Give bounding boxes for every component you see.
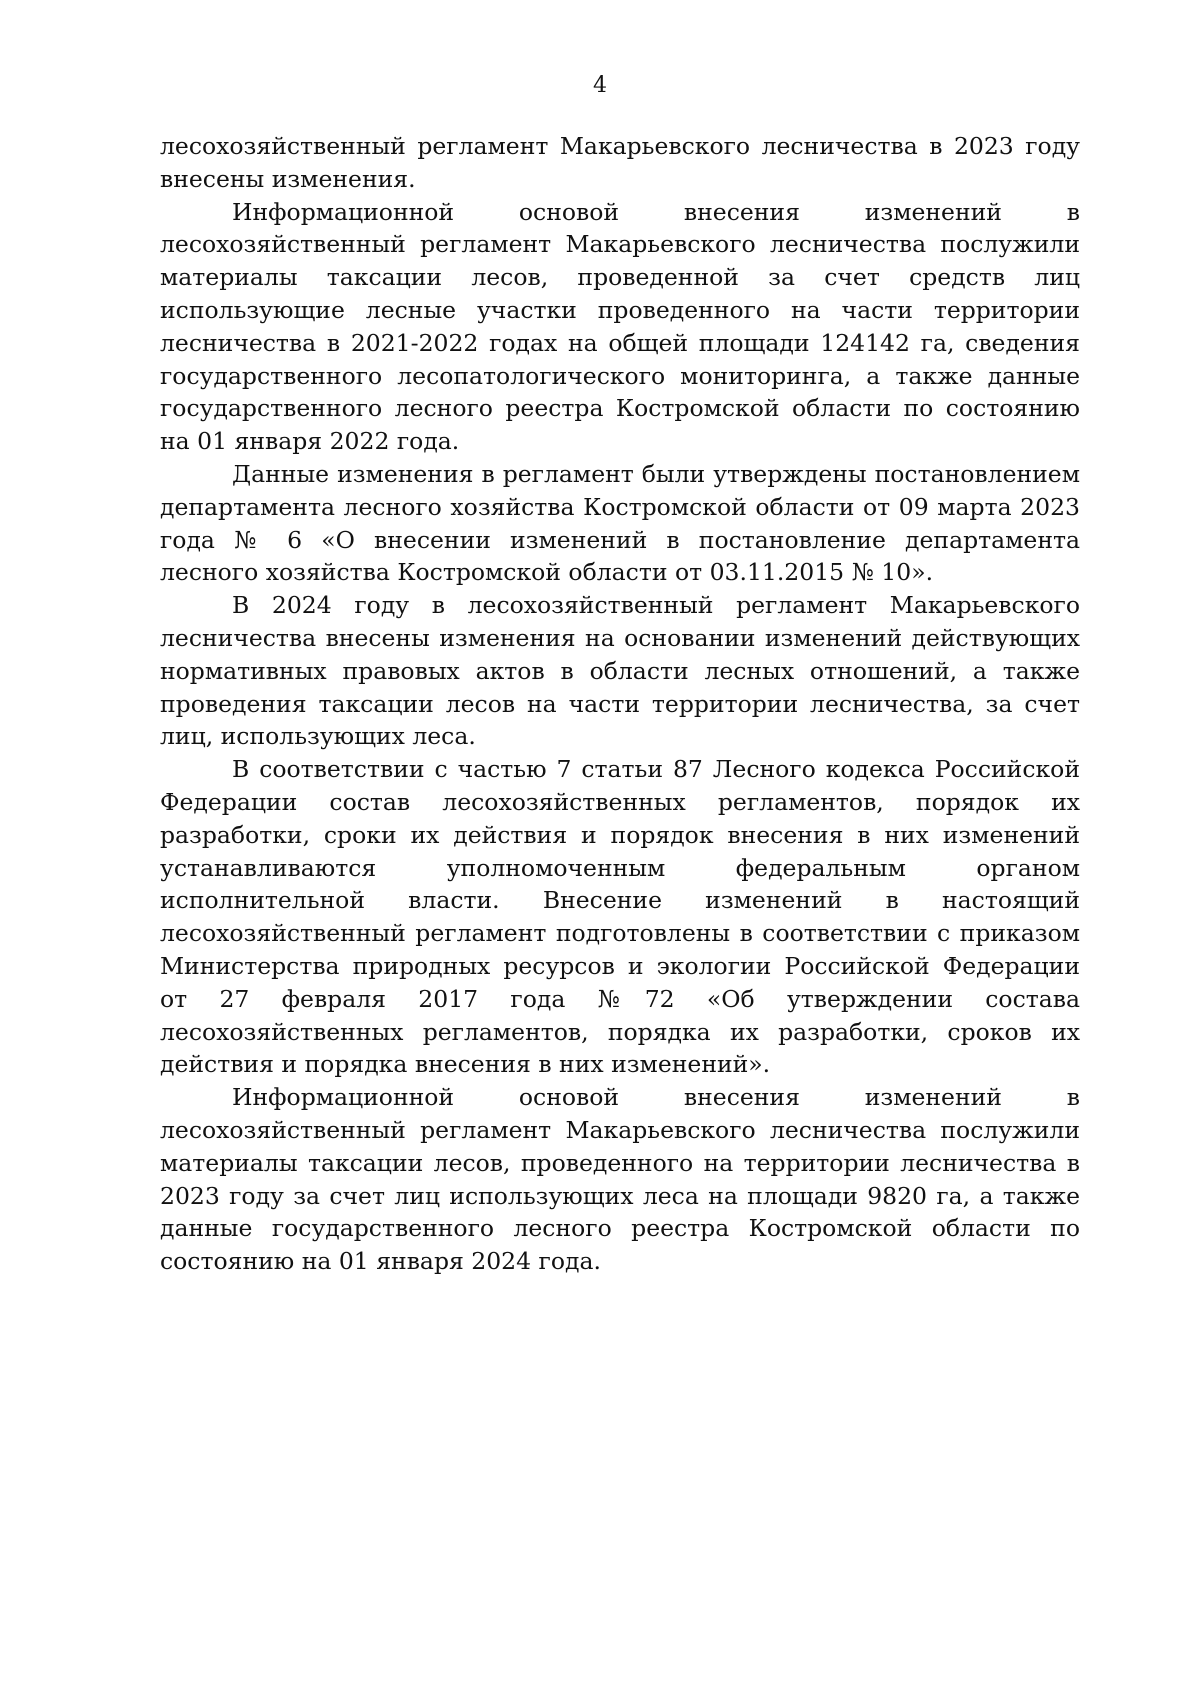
- paragraph-forest-code-reference: В соответствии с частью 7 статьи 87 Лесного кодекса Российской Федерации состав лесохозяйственных регламентов, порядок их разработки, сроки их действия и порядок внесения в них изменений устанавливаются уполномоченным федеральным органом исполнительной власти. Внесение изменений в настоящий лесохозяйственный регламент подготовлены в соответствии с приказом Министерства природных ресурсов и экологии Российской Федерации от 27 февраля 2017 года №72 «Об утверждении состава лесохозяйственных регламентов, порядка их разработки, сроков их действия и порядка внесения в них изменений».: [160, 755, 1080, 1079]
- page-number: 4: [593, 73, 607, 98]
- paragraph-information-basis-2022: Информационной основой внесения изменений в лесохозяйственный регламент Макарьевского лесничества послужили материалы таксации лесов, проведенной за счет средств лиц использующие лесные участки проведенного на части территории лесничества в 2021-2022 годах на общей площади 124142 га, сведения государственного лесопатологического мониторинга, а также данные государственного лесного реестра Костромской области по состоянию на 01 января 2022 года.: [160, 197, 1080, 456]
- paragraph-approval-resolution: Данные изменения в регламент были утверждены постановлением департамента лесного хозяйства Костромской области от 09 марта 2023 года № 6 «О внесении изменений в постановление департамента лесного хозяйства Костромской области от 03.11.2015 № 10».: [160, 459, 1080, 587]
- paragraph-2024-changes: В 2024 году в лесохозяйственный регламент Макарьевского лесничества внесены изменения на основании изменений действующих нормативных правовых актов в области лесных отношений, а также проведения таксации лесов на части территории лесничества, за счет лиц, использующих леса.: [160, 591, 1080, 751]
- paragraph-continuation: лесохозяйственный регламент Макарьевского лесничества в 2023 году внесены изменения.: [160, 132, 1080, 193]
- document-body: [160, 130, 1080, 1278]
- paragraph-information-basis-2024: Информационной основой внесения изменений в лесохозяйственный регламент Макарьевского лесничества послужили материалы таксации лесов, проведенного на территории лесничества в 2023 году за счет лиц использующих леса на площади 9820 га, а также данные государственного лесного реестра Костромской области по состоянию на 01 января 2024 года.: [160, 1083, 1080, 1276]
